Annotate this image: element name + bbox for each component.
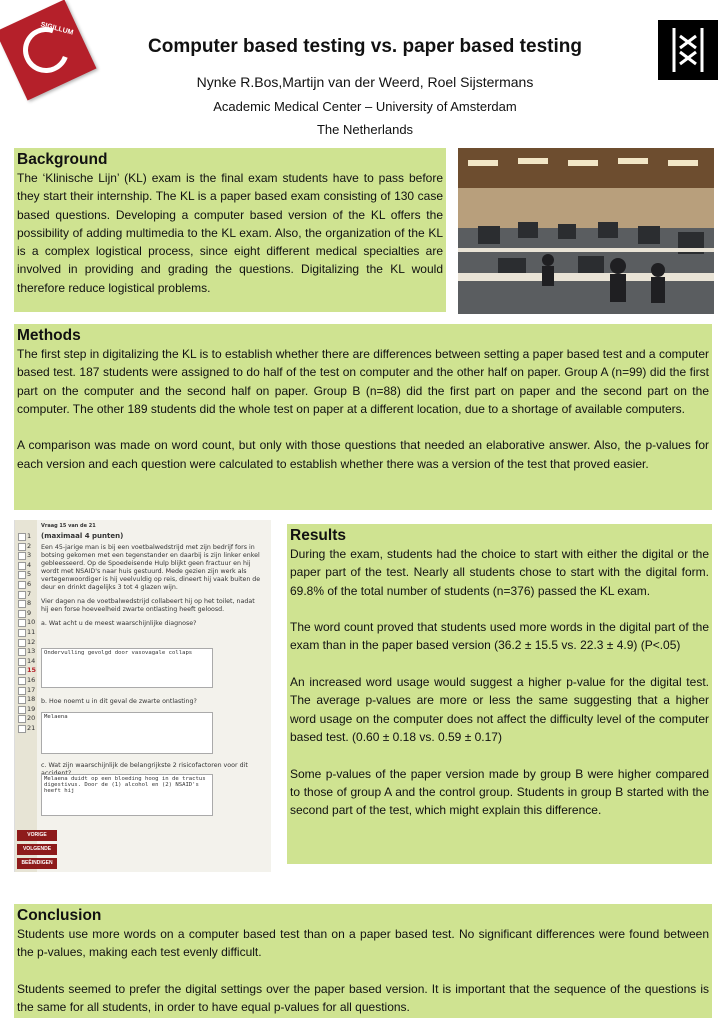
results-title: Results [290,527,346,544]
case-text-2: Vier dagen na de voetbalwedstrijd collabeert hij op het toilet, nadat hij een forse hoeveelheid zwarte ontlasting heeft geloosd. [41,598,255,613]
question-checkbox [18,571,26,579]
question-number: 15 [27,666,37,675]
methods-paragraph-2: A comparison was made on word count, but only with those questions that needed an elaborative answer. Also, the p-values for each version and each question were calculated to establish whether there was a version of the test that proved easier. [17,438,709,471]
answer-a-field: Ondervulling gevolgd door vasovagale collaps [41,648,213,688]
next-button: VOLGENDE [17,844,57,855]
exam-software-screenshot [14,520,271,872]
finish-button: BEËINDIGEN [17,858,57,869]
question-points: (maximaal 4 punten) [41,532,124,540]
question-number: 18 [27,695,36,704]
question-number: 7 [27,589,32,598]
authors: Nynke R.Bos,Martijn van der Weerd, Roel Sijstermans [196,74,534,90]
answer-b-field: Melaena [41,712,213,754]
conclusion-paragraph-1: Students use more words on a computer based test than on a paper based test. No significant differences were found between the p-values, making each test evenly difficult. [17,927,709,960]
methods-section [14,324,712,510]
uva-crossed-logo [658,20,718,80]
country: The Netherlands [316,122,414,137]
question-checkbox [18,696,26,704]
question-number: 3 [27,551,32,560]
results-paragraph-3: An increased word usage would suggest a higher p-value for the digital test. The average p-values are more or less the same suggesting that a higher word usage on the computer does not affect the difficulty level of the computer based test. (0.60 ± 0.18 vs. 0.59 ± 0.17) [290,675,709,744]
question-checkbox [18,619,26,627]
question-number: 10 [27,618,36,627]
question-b: b. Hoe noemt u in dit geval de zwarte ontlasting? [41,698,197,705]
results-paragraph-1: During the exam, students had the choice to start with either the digital or the paper part of the test. Nearly all students chose to start with the digital form. 69.8% of the total number of students (n=376) passed the KL exam. [290,547,709,598]
methods-title: Methods [17,327,81,344]
university-seal-logo: SIGILLUM [0,0,96,100]
question-checkbox [18,543,26,551]
question-checkbox [18,658,26,666]
question-checkbox [18,629,26,637]
results-paragraph-2: The word count proved that students used more words in the digital part of the exam than in the paper based version (36.2 ± 15.5 vs. 22.3 ± 4.9) (P<.05) [290,620,709,653]
question-counter: Vraag 15 van de 21 [41,523,96,529]
methods-paragraph-1: The first step in digitalizing the KL is to establish whether there are differences between setting a paper based test and a computer based test. 187 students were assigned to do half of the test on computer and the other half on paper. Group A (n=99) did the first part on the computer and the second half on paper. Group B (n=88) did the first part on paper and the second part on the computer. The other 189 students did the whole test on paper at a different location, due to a shortage of available computers. [17,347,709,416]
question-number: 19 [27,704,36,713]
question-number: 2 [27,541,32,550]
background-text: The ‘Klinische Lijn’ (KL) exam is the final exam students have to pass before they start their internship. The KL is a paper based exam consisting of 130 case based questions. Developing a computer based version of the KL offers the possibility of adding multimedia to the KL exam. Also, the organization of the KL is a complex logistical process, since eight different medical specialties are involved in providing and grading the questions. Digitalizing the KL would therefore reduce logistical problems. [17,171,443,295]
question-number: 11 [27,628,36,636]
question-a: a. Wat acht u de meest waarschijnlijke diagnose? [41,620,197,627]
question-number: 21 [27,724,36,732]
question-number: 6 [27,580,32,588]
background-title: Background [17,151,108,168]
question-number: 1 [27,532,32,540]
question-checkbox [18,677,26,685]
conclusion-section [14,904,712,1018]
poster-title: Computer based testing vs. paper based testing [148,36,582,57]
results-paragraph-4: Some p-values of the paper version made by group B were higher compared to those of group A and the control group. Students in group B started with the second part of the test, which might explain this difference. [290,766,709,818]
previous-button: VORIGE [17,830,57,841]
answer-c-field: Melaena duidt op een bloeding hoog in de tractus digestivus. Door de (1) alcohol en (2) NSAID's heeft hij [41,774,213,816]
question-checkbox [18,581,26,589]
question-number: 8 [27,599,32,608]
question-checkbox [18,667,26,675]
question-number: 4 [27,560,32,569]
question-checkbox [18,706,26,714]
case-text: Een 45-jarige man is bij een voetbalwedstrijd met zijn bedrijf fors in botsing gekomen met een tegenstander en daarbij is zijn linker enkel gebleesseerd. Op de Spoedeisende Hulp blijkt geen fractuur en hij wordt met NSAID's naar huis gestuurd. Mede gezien zijn werk als vertegenwoordiger is hij veelvuldig op reis, dineert hij vaak buiten de deur en drinkt dagelijks 3 tot 4 glazen wijn. [41,544,261,591]
question-checkbox [18,552,26,560]
conclusion-title: Conclusion [17,907,102,924]
question-number: 20 [27,714,36,723]
question-checkbox [18,591,26,599]
question-number: 16 [27,676,36,684]
exam-hall-photo [458,148,714,314]
question-checkbox [18,562,26,570]
question-number: 13 [27,647,36,656]
question-checkbox [18,610,26,618]
question-checkbox [18,639,26,647]
question-checkbox [18,725,26,733]
question-c: c. Wat zijn waarschijnlijk de belangrijkste 2 risicofactoren voor dit [41,762,248,769]
question-checkbox [18,533,26,541]
question-checkbox [18,648,26,656]
question-number: 5 [27,570,32,579]
question-checkbox [18,715,26,723]
question-number: 9 [27,608,32,617]
background-section [14,148,446,312]
question-checkbox [18,687,26,695]
results-section [287,524,712,864]
question-number: 14 [27,656,36,665]
question-number: 17 [27,685,36,694]
conclusion-paragraph-2: Students seemed to prefer the digital settings over the paper based version. It is important that the sequence of the questions is the same for all students, in order to have equal p-values for all questions. [17,981,709,1015]
question-number: 12 [27,637,36,646]
question-checkbox [18,600,26,608]
institution: Academic Medical Center – University of Amsterdam [213,99,517,114]
